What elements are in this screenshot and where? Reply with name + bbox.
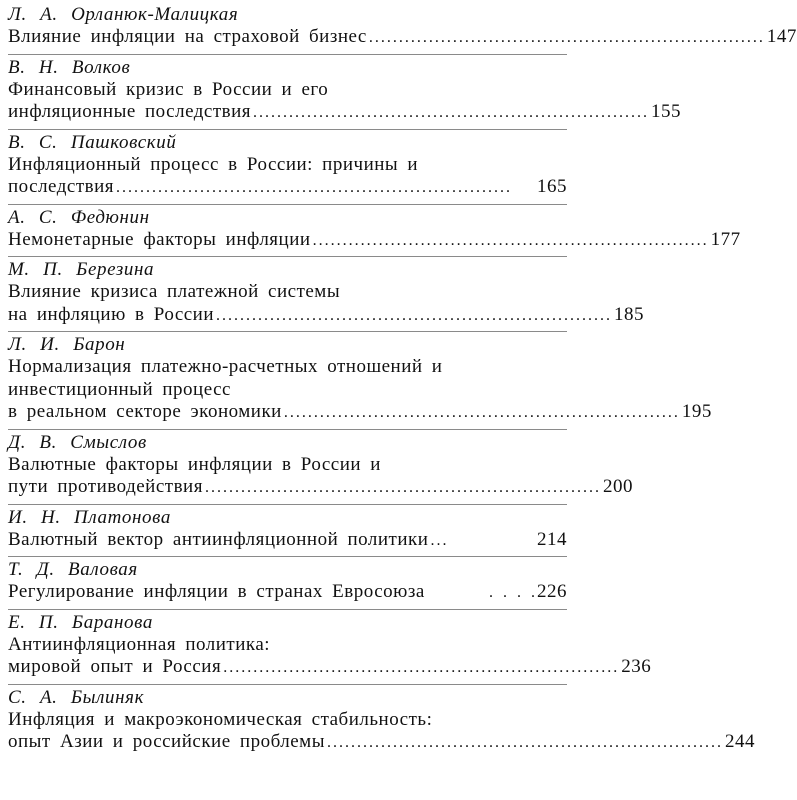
toc-leader-dots: .................................................................. — [253, 104, 650, 121]
toc-author: И. Н. Платонова — [8, 506, 171, 528]
toc-author: В. С. Пашковский — [8, 131, 177, 153]
toc-page-number: 214 — [537, 528, 567, 550]
toc-title-text: последствия — [8, 176, 115, 197]
toc-title-line: Влияние кризиса платежной системы — [8, 281, 341, 302]
toc-title-text: Регулирование инфляции в странах Евросоюза — [8, 581, 425, 602]
toc-author: А. С. Федюнин — [8, 206, 150, 228]
toc-title-text: Влияние инфляции на страховой бизнес — [8, 26, 367, 47]
toc-entry — [8, 430, 633, 505]
toc-entry — [8, 205, 741, 258]
toc-title-line: Финансовый кризис в России и его — [8, 78, 329, 100]
toc-title-text: Валютный вектор антиинфляционной политики — [8, 528, 429, 550]
toc-title-line: инвестиционный процесс — [8, 378, 231, 400]
toc-title-line — [8, 228, 741, 253]
toc-entry — [8, 505, 567, 558]
toc-title-line: Нормализация платежно-расчетных отношений и — [8, 356, 443, 377]
toc-title-line — [8, 529, 567, 553]
toc-title-line: Инфляция и макроэкономическая стабильность: — [8, 708, 433, 730]
toc-page-number: 155 — [651, 101, 682, 122]
toc-leader-dots: .................................................................. — [223, 659, 620, 676]
toc-title-line: Инфляционный процесс в России: причины и — [8, 153, 419, 175]
toc-entry — [8, 130, 567, 205]
toc-author: В. Н. Волков — [8, 56, 131, 78]
toc-author: С. А. Былиняк — [8, 686, 145, 708]
toc-entry — [8, 55, 682, 130]
toc-entry — [8, 332, 712, 430]
toc-author: М. П. Березина — [8, 259, 155, 280]
toc-title-line — [8, 303, 645, 328]
toc-title-line — [8, 656, 652, 680]
toc-author: Л. И. Барон — [8, 334, 126, 355]
toc-title-line — [8, 101, 682, 125]
toc-leader-dots: .................................................................. — [216, 306, 613, 324]
toc-page-number: 226 — [537, 581, 567, 602]
toc-page-number: 236 — [621, 656, 652, 677]
toc-entry — [8, 685, 755, 759]
toc-leader-dots: .................................................................. — [368, 29, 765, 46]
toc-entry — [8, 557, 567, 610]
toc-page-number: 185 — [614, 303, 645, 325]
toc-author: Т. Д. Валовая — [8, 559, 138, 580]
toc-page-number: 177 — [710, 228, 741, 250]
toc-author: Д. В. Смыслов — [8, 431, 147, 453]
toc-title-text: в реальном секторе экономики — [8, 401, 282, 422]
toc-leader-dots: . . . . — [489, 584, 535, 601]
toc-entry — [8, 257, 645, 332]
toc-title-line — [8, 581, 567, 605]
toc-author: Е. П. Баранова — [8, 611, 153, 633]
toc-author: Л. А. Орланюк-Малицкая — [8, 4, 239, 25]
toc-page-number: 244 — [724, 731, 755, 752]
toc-leader-dots: .................................................................. — [312, 231, 709, 249]
toc-page-number: 195 — [681, 401, 712, 422]
toc-entry — [8, 610, 652, 685]
toc-title-text: опыт Азии и российские проблемы — [8, 731, 325, 752]
toc-title-text: Немонетарные факторы инфляции — [8, 228, 311, 250]
toc-title-line: Валютные факторы инфляции в России и — [8, 453, 381, 475]
toc-leader-dots: .................................................................. — [326, 734, 723, 751]
toc-entry — [8, 2, 797, 55]
toc-title-line — [8, 176, 567, 200]
toc-title-text: инфляционные последствия — [8, 101, 252, 122]
toc-title-line — [8, 731, 755, 755]
toc-page-number: 165 — [537, 176, 567, 197]
toc-leader-dots: ... — [430, 531, 449, 549]
table-of-contents — [8, 2, 797, 800]
toc-title-line — [8, 26, 797, 50]
toc-title-text: на инфляцию в России — [8, 303, 215, 325]
toc-title-line — [8, 401, 712, 425]
toc-leader-dots: .................................................................. — [116, 179, 513, 196]
toc-title-text: мировой опыт и Россия — [8, 656, 222, 677]
toc-title-line: Антиинфляционная политика: — [8, 633, 271, 655]
toc-title-line — [8, 476, 633, 500]
toc-leader-dots: .................................................................. — [204, 479, 601, 496]
toc-title-text: пути противодействия — [8, 476, 203, 497]
toc-leader-dots: .................................................................. — [283, 404, 680, 421]
toc-page-number: 147 — [766, 26, 797, 47]
toc-page-number: 200 — [602, 476, 633, 497]
